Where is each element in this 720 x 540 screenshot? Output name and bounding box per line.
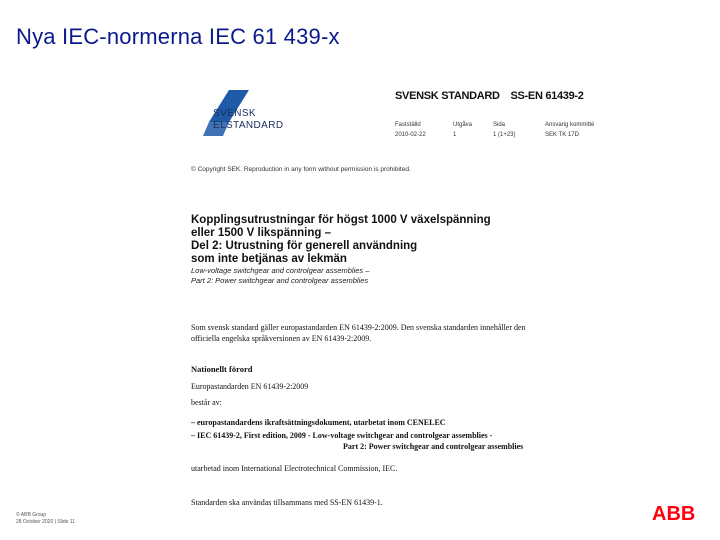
national-line: – europastandardens ikraftsättningsdokument, utarbetat inom CENELEC [191, 418, 446, 427]
subtitle-line: Low-voltage switchgear and controlgear assemblies – [191, 266, 370, 275]
sek-logo-line2: ELSTANDARD [213, 120, 284, 131]
subtitle-line: Part 2: Power switchgear and controlgear assemblies [191, 276, 369, 285]
heading-line: Kopplingsutrustningar för högst 1000 V växelspänning [191, 214, 491, 226]
meta-label: Fastställd [395, 122, 421, 128]
national-line: Europastandarden EN 61439-2:2009 [191, 382, 309, 391]
paragraph-line: officiella engelska språkversionen av EN 61439-2:2009. [191, 334, 372, 343]
national-line: utarbetad inom International Electrotechnical Commission, IEC. [191, 464, 398, 473]
national-foreword-heading: Nationellt förord [191, 364, 253, 374]
footer-date-slide: 28 October 2020 | Slide 11 [16, 519, 76, 525]
abb-logo-text: ABB [652, 503, 696, 523]
meta-label: Utgåva [453, 122, 473, 128]
meta-value: 1 (1+23) [493, 132, 516, 138]
standard-header [395, 90, 592, 102]
national-line: – IEC 61439-2, First edition, 2009 - Low-voltage switchgear and controlgear assemblies - [191, 431, 493, 440]
meta-value: 1 [453, 132, 457, 138]
national-line: Standarden ska användas tillsammans med SS-EN 61439-1. [191, 498, 383, 507]
standard-document-image [183, 78, 623, 518]
national-line: består av: [191, 398, 222, 407]
sek-logo-badge: SEK [209, 94, 224, 101]
standard-number: SS-EN 61439-2 [510, 90, 584, 102]
meta-value: 2010-02-22 [395, 132, 426, 138]
heading-line: som inte betjänas av lekmän [191, 253, 347, 265]
standard-label: SVENSK STANDARD [395, 90, 500, 102]
slide-title: Nya IEC-normerna IEC 61 439-x [16, 24, 340, 49]
slide-footer [16, 512, 75, 526]
heading-line: eller 1500 V likspänning – [191, 227, 331, 239]
document-subtitle [191, 266, 369, 286]
meta-label: Sida [493, 122, 506, 128]
footer-copyright: © ABB Group [16, 512, 47, 518]
meta-value: SEK TK 17D [545, 132, 579, 138]
copyright-notice: © Copyright SEK. Reproduction in any form without permission is prohibited. [191, 166, 411, 173]
intro-paragraph [191, 322, 526, 344]
paragraph-line: Som svensk standard gäller europastandarden EN 61439-2:2009. Den svenska standarden innehåller den [191, 323, 526, 332]
sek-logo-line1: SVENSK [213, 108, 256, 119]
abb-logo [652, 503, 704, 523]
national-line: Part 2: Power switchgear and controlgear assemblies [343, 442, 524, 451]
document-heading [191, 214, 491, 266]
heading-line: Del 2: Utrustning för generell användning [191, 240, 418, 252]
meta-label: Ansvarig kommitté [545, 122, 595, 128]
